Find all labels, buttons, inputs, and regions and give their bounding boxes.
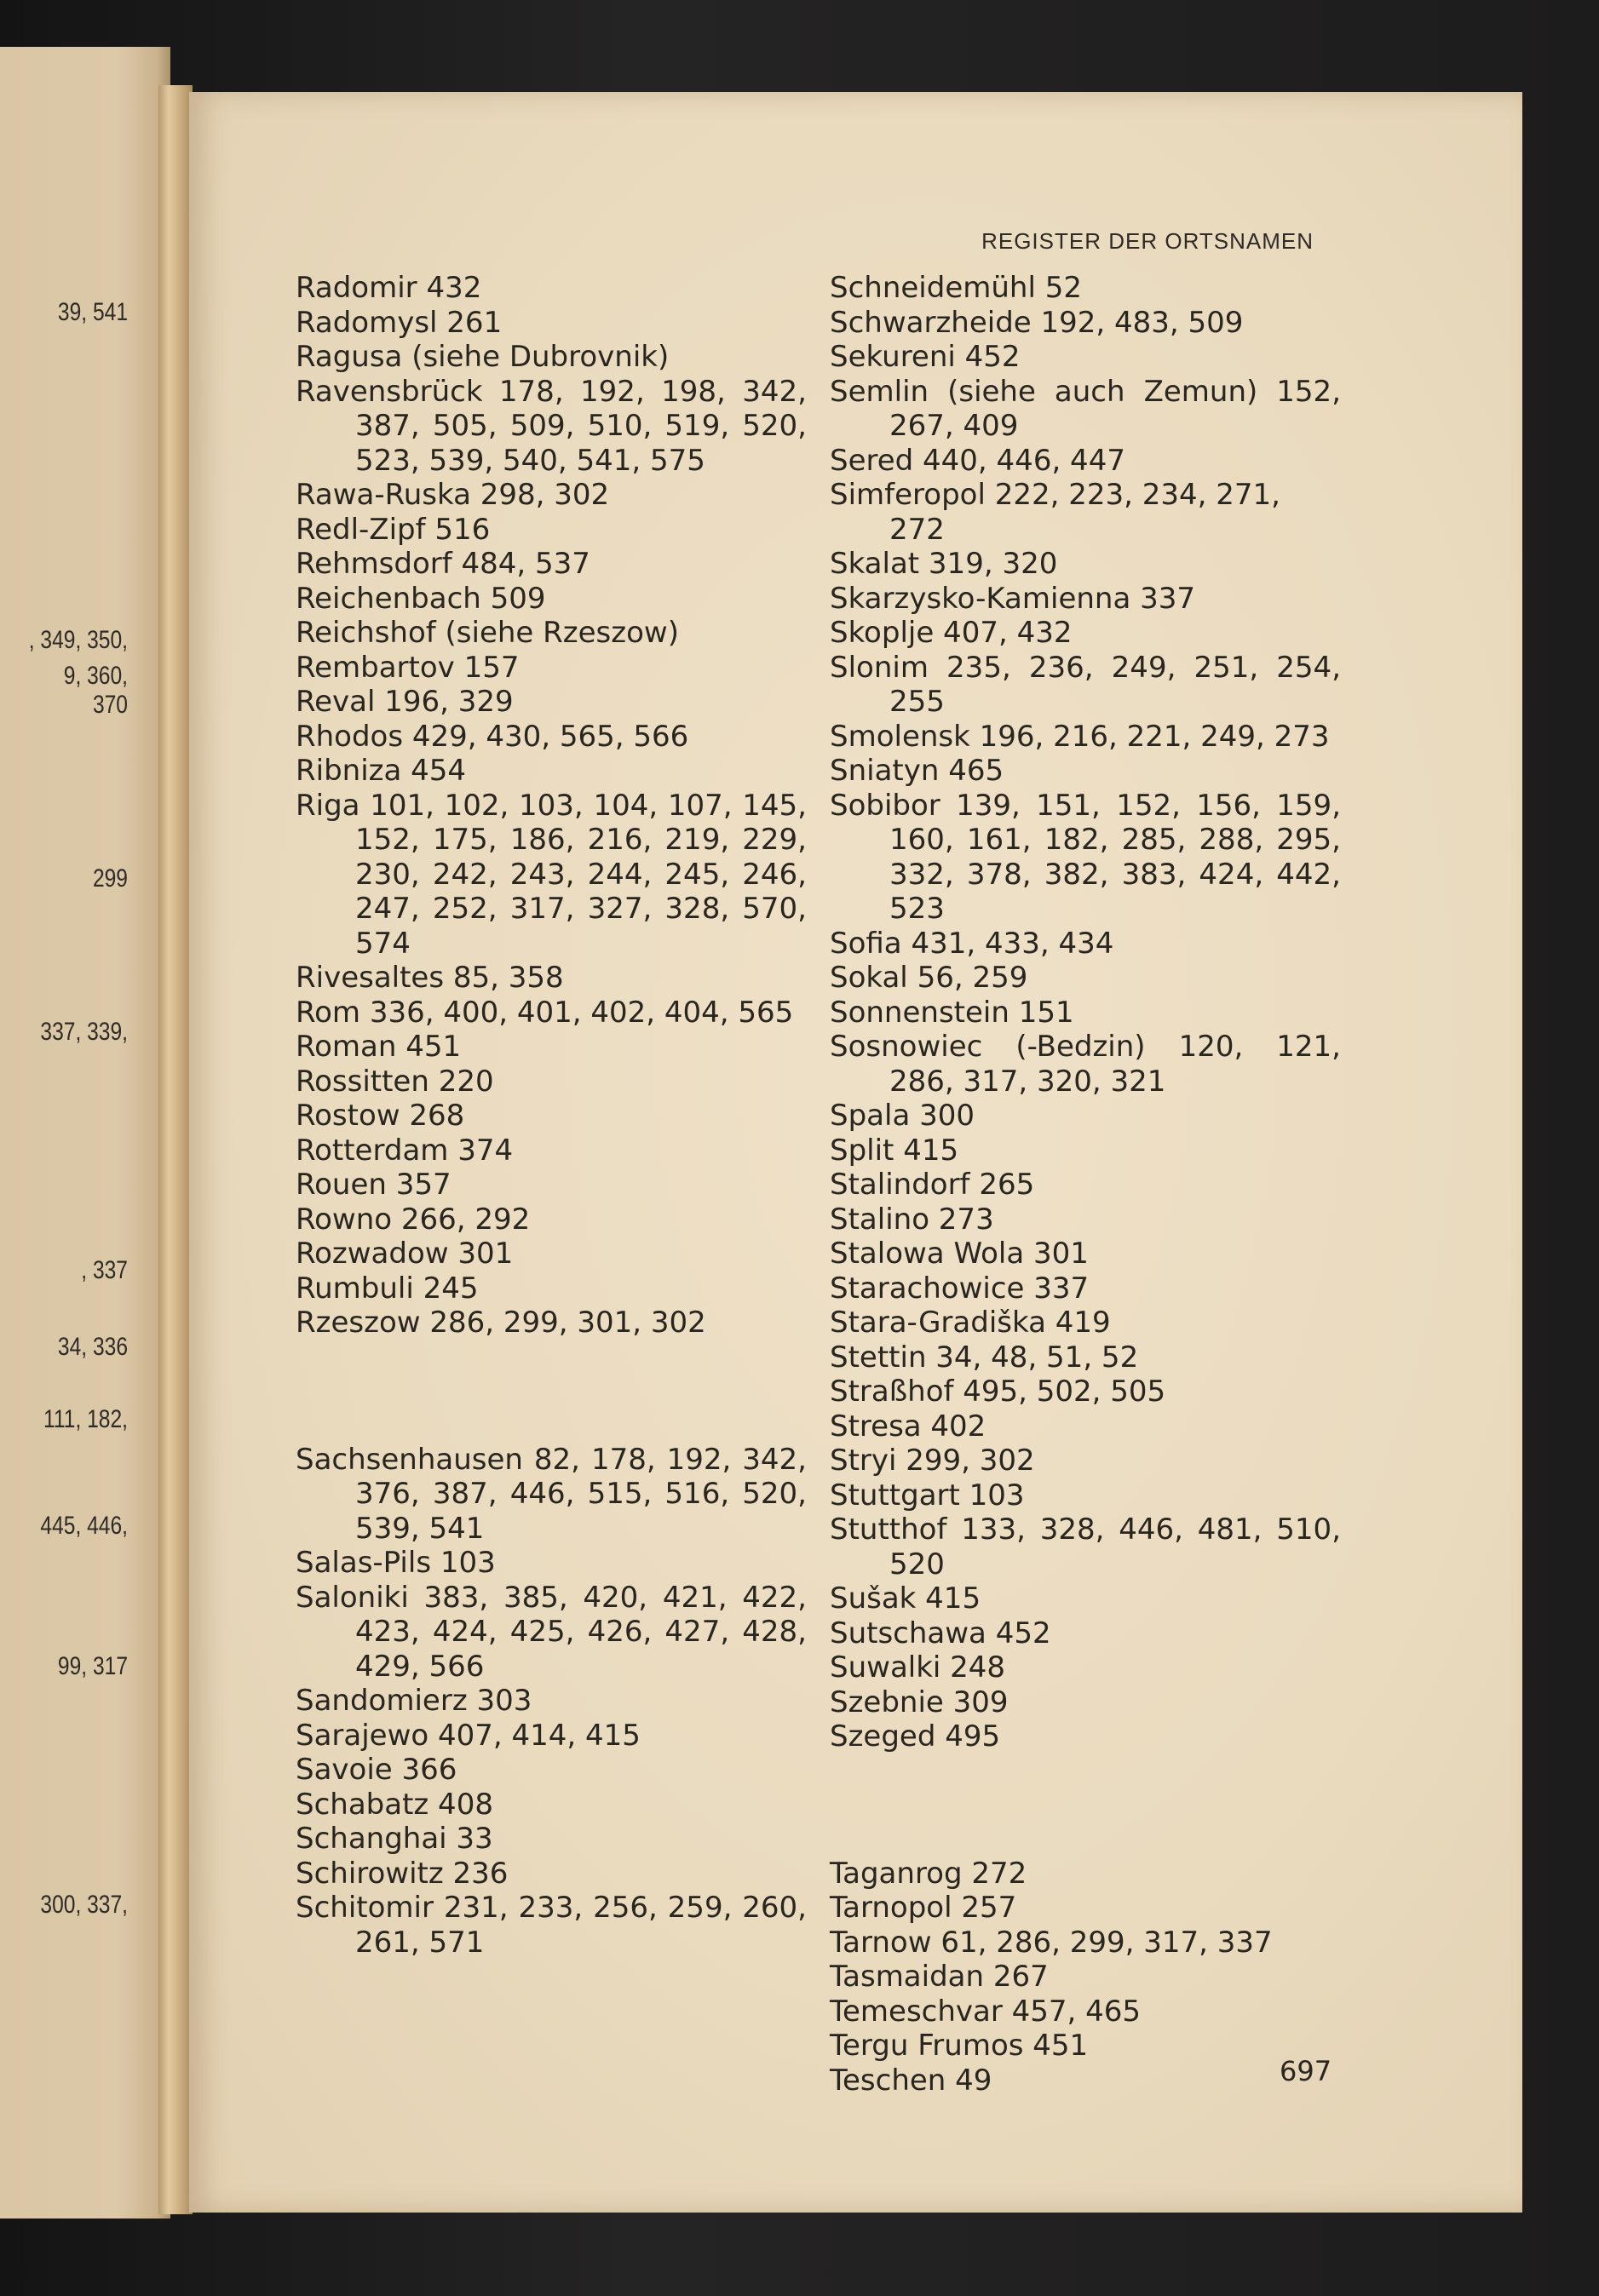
index-entry: Tasmaidan 267	[830, 1960, 1049, 1994]
left-page-fragment: 299	[92, 864, 128, 893]
running-header: REGISTER DER ORTSNAMEN	[981, 228, 1314, 254]
index-entry: Tarnopol 257	[830, 1891, 1017, 1925]
index-entry: Rozwadow 301	[296, 1237, 514, 1271]
left-page-fragment: 99, 317	[57, 1652, 128, 1680]
index-page	[189, 92, 1522, 2213]
index-entry: Straßhof 495, 502, 505	[830, 1375, 1166, 1409]
index-entry: Temeschvar 457, 465	[830, 1994, 1142, 2029]
letter-group-s	[830, 271, 1341, 1754]
index-entry: Rzeszow 286, 299, 301, 302	[296, 1306, 706, 1340]
index-entry: Rouen 357	[296, 1168, 452, 1202]
index-entry: Slonim 235, 236, 249, 251, 254, 255	[830, 650, 1341, 719]
index-entry: Sekureni 452	[830, 340, 1021, 374]
index-entry: Sušak 415	[830, 1581, 981, 1616]
index-entry: Spala 300	[830, 1099, 975, 1133]
index-entry: Stara-Gradiška 419	[830, 1306, 1111, 1340]
index-entry: Sachsenhausen 82, 178, 192, 342, 376, 387, 446, 515, 516, 520, 539, 541	[296, 1442, 807, 1546]
index-entry: Sered 440, 446, 447	[830, 443, 1125, 478]
index-entry: Stalowa Wola 301	[830, 1237, 1089, 1271]
index-entry: Reichshof (siehe Rzeszow)	[296, 616, 679, 650]
index-entry: Sandomierz 303	[296, 1684, 532, 1718]
letter-group-s	[296, 1443, 807, 1960]
index-entry: Saloniki 383, 385, 420, 421, 422, 423, 424, 425, 426, 427, 428, 429, 566	[296, 1580, 807, 1684]
index-entry: Simferopol 222, 223, 234, 271, 272	[830, 478, 1280, 547]
index-entry: Sniatyn 465	[830, 754, 1004, 788]
index-entry: Smolensk 196, 216, 221, 249, 273	[830, 719, 1330, 754]
previous-page-edge	[0, 47, 170, 2219]
index-entry: Schneidemühl 52	[830, 271, 1082, 305]
index-entry: Sarajewo 407, 414, 415	[296, 1718, 641, 1753]
index-entry: Sobibor 139, 151, 152, 156, 159, 160, 161, 182, 285, 288, 295, 332, 378, 382, 383, 424, 442, 523	[830, 788, 1341, 926]
index-entry: Split 415	[830, 1133, 959, 1168]
letter-group-gap	[830, 1754, 1341, 1857]
index-entry: Redl-Zipf 516	[296, 512, 491, 547]
left-page-fragment: 9, 360, 370	[63, 662, 128, 719]
index-entry: Schirowitz 236	[296, 1856, 509, 1891]
index-entry: Skoplje 407, 432	[830, 616, 1073, 650]
index-entry: Radomir 432	[296, 271, 482, 305]
index-entry: Rotterdam 374	[296, 1133, 514, 1168]
index-entry: Salas-Pils 103	[296, 1546, 496, 1580]
index-entry: Sosnowiec (-Bedzin) 120, 121, 286, 317, 320, 321	[830, 1030, 1341, 1099]
index-entry: Rowno 266, 292	[296, 1202, 531, 1237]
index-entry: Taganrog 272	[830, 1856, 1027, 1891]
index-entry: Ragusa (siehe Dubrovnik)	[296, 340, 670, 374]
index-entry: Rostow 268	[296, 1099, 465, 1133]
index-entry: Stettin 34, 48, 51, 52	[830, 1340, 1139, 1375]
left-page-fragment: , 337	[81, 1256, 128, 1284]
index-entry: Rembartov 157	[296, 650, 520, 685]
left-page-fragment: 337, 339,	[40, 1018, 128, 1046]
left-page-fragment: 445, 446,	[40, 1512, 128, 1540]
index-entry: Sonnenstein 151	[830, 995, 1074, 1030]
index-entry: Rossitten 220	[296, 1064, 494, 1099]
index-entry: Teschen 49	[830, 2063, 992, 2098]
letter-group-t	[830, 1857, 1341, 2098]
left-page-fragment: 111, 182,	[43, 1405, 128, 1433]
index-entry: Reval 196, 329	[296, 685, 514, 719]
left-page-fragment: , 349, 350,	[28, 626, 128, 654]
index-entry: Rumbuli 245	[296, 1271, 479, 1306]
index-entry: Stryi 299, 302	[830, 1444, 1035, 1478]
index-entry: Tergu Frumos 451	[830, 2029, 1089, 2063]
index-entry: Szebnie 309	[830, 1685, 1009, 1719]
page-gutter	[158, 85, 193, 2214]
index-entry: Stalindorf 265	[830, 1168, 1035, 1202]
index-column-right	[830, 271, 1341, 2098]
index-entry: Rhodos 429, 430, 565, 566	[296, 719, 689, 754]
index-entry: Semlin (siehe auch Zemun) 152, 267, 409	[830, 374, 1341, 443]
index-entry: Stutthof 133, 328, 446, 481, 510, 520	[830, 1512, 1341, 1581]
index-entry: Roman 451	[296, 1030, 462, 1064]
index-entry: Ravensbrück 178, 192, 198, 342, 387, 505, 509, 510, 519, 520, 523, 539, 540, 541, 575	[296, 374, 807, 478]
index-entry: Szeged 495	[830, 1719, 1001, 1754]
index-entry: Stalino 273	[830, 1202, 994, 1237]
index-entry: Skarzysko-Kamienna 337	[830, 581, 1196, 616]
index-entry: Schanghai 33	[296, 1822, 493, 1856]
index-entry: Schwarzheide 192, 483, 509	[830, 305, 1244, 340]
index-entry: Stresa 402	[830, 1409, 986, 1444]
left-page-fragment: 39, 541	[57, 298, 128, 326]
letter-group-r	[296, 271, 807, 1340]
index-entry: Tarnow 61, 286, 299, 317, 337	[830, 1925, 1273, 1960]
index-entry: Rehmsdorf 484, 537	[296, 547, 590, 581]
index-entry: Starachowice 337	[830, 1271, 1090, 1306]
index-entry: Skalat 319, 320	[830, 547, 1058, 581]
index-entry: Reichenbach 509	[296, 581, 546, 616]
index-entry: Sokal 56, 259	[830, 961, 1028, 995]
letter-group-gap	[296, 1340, 807, 1443]
index-entry: Schitomir 231, 233, 256, 259, 260, 261, 571	[296, 1891, 807, 1960]
index-entry: Savoie 366	[296, 1753, 457, 1787]
index-entry: Suwalki 248	[830, 1650, 1006, 1685]
page-number: 697	[1280, 2055, 1332, 2087]
index-entry: Rawa-Ruska 298, 302	[296, 478, 610, 512]
index-entry: Sutschawa 452	[830, 1616, 1051, 1650]
index-entry: Sofia 431, 433, 434	[830, 926, 1114, 961]
index-entry: Rom 336, 400, 401, 402, 404, 565	[296, 995, 794, 1030]
index-entry: Radomysl 261	[296, 305, 503, 340]
left-page-fragment: 34, 336	[57, 1333, 128, 1361]
index-entry: Rivesaltes 85, 358	[296, 961, 564, 995]
index-entry: Stuttgart 103	[830, 1478, 1025, 1512]
index-entry: Schabatz 408	[296, 1787, 493, 1822]
index-column-left	[296, 271, 807, 1960]
index-entry: Riga 101, 102, 103, 104, 107, 145, 152, 175, 186, 216, 219, 229, 230, 242, 243, 244, 245, 246, 247, 252, 317, 327, 328, 570, 574	[296, 788, 807, 961]
left-page-fragment: 300, 337,	[40, 1891, 128, 1919]
index-entry: Ribniza 454	[296, 754, 467, 788]
